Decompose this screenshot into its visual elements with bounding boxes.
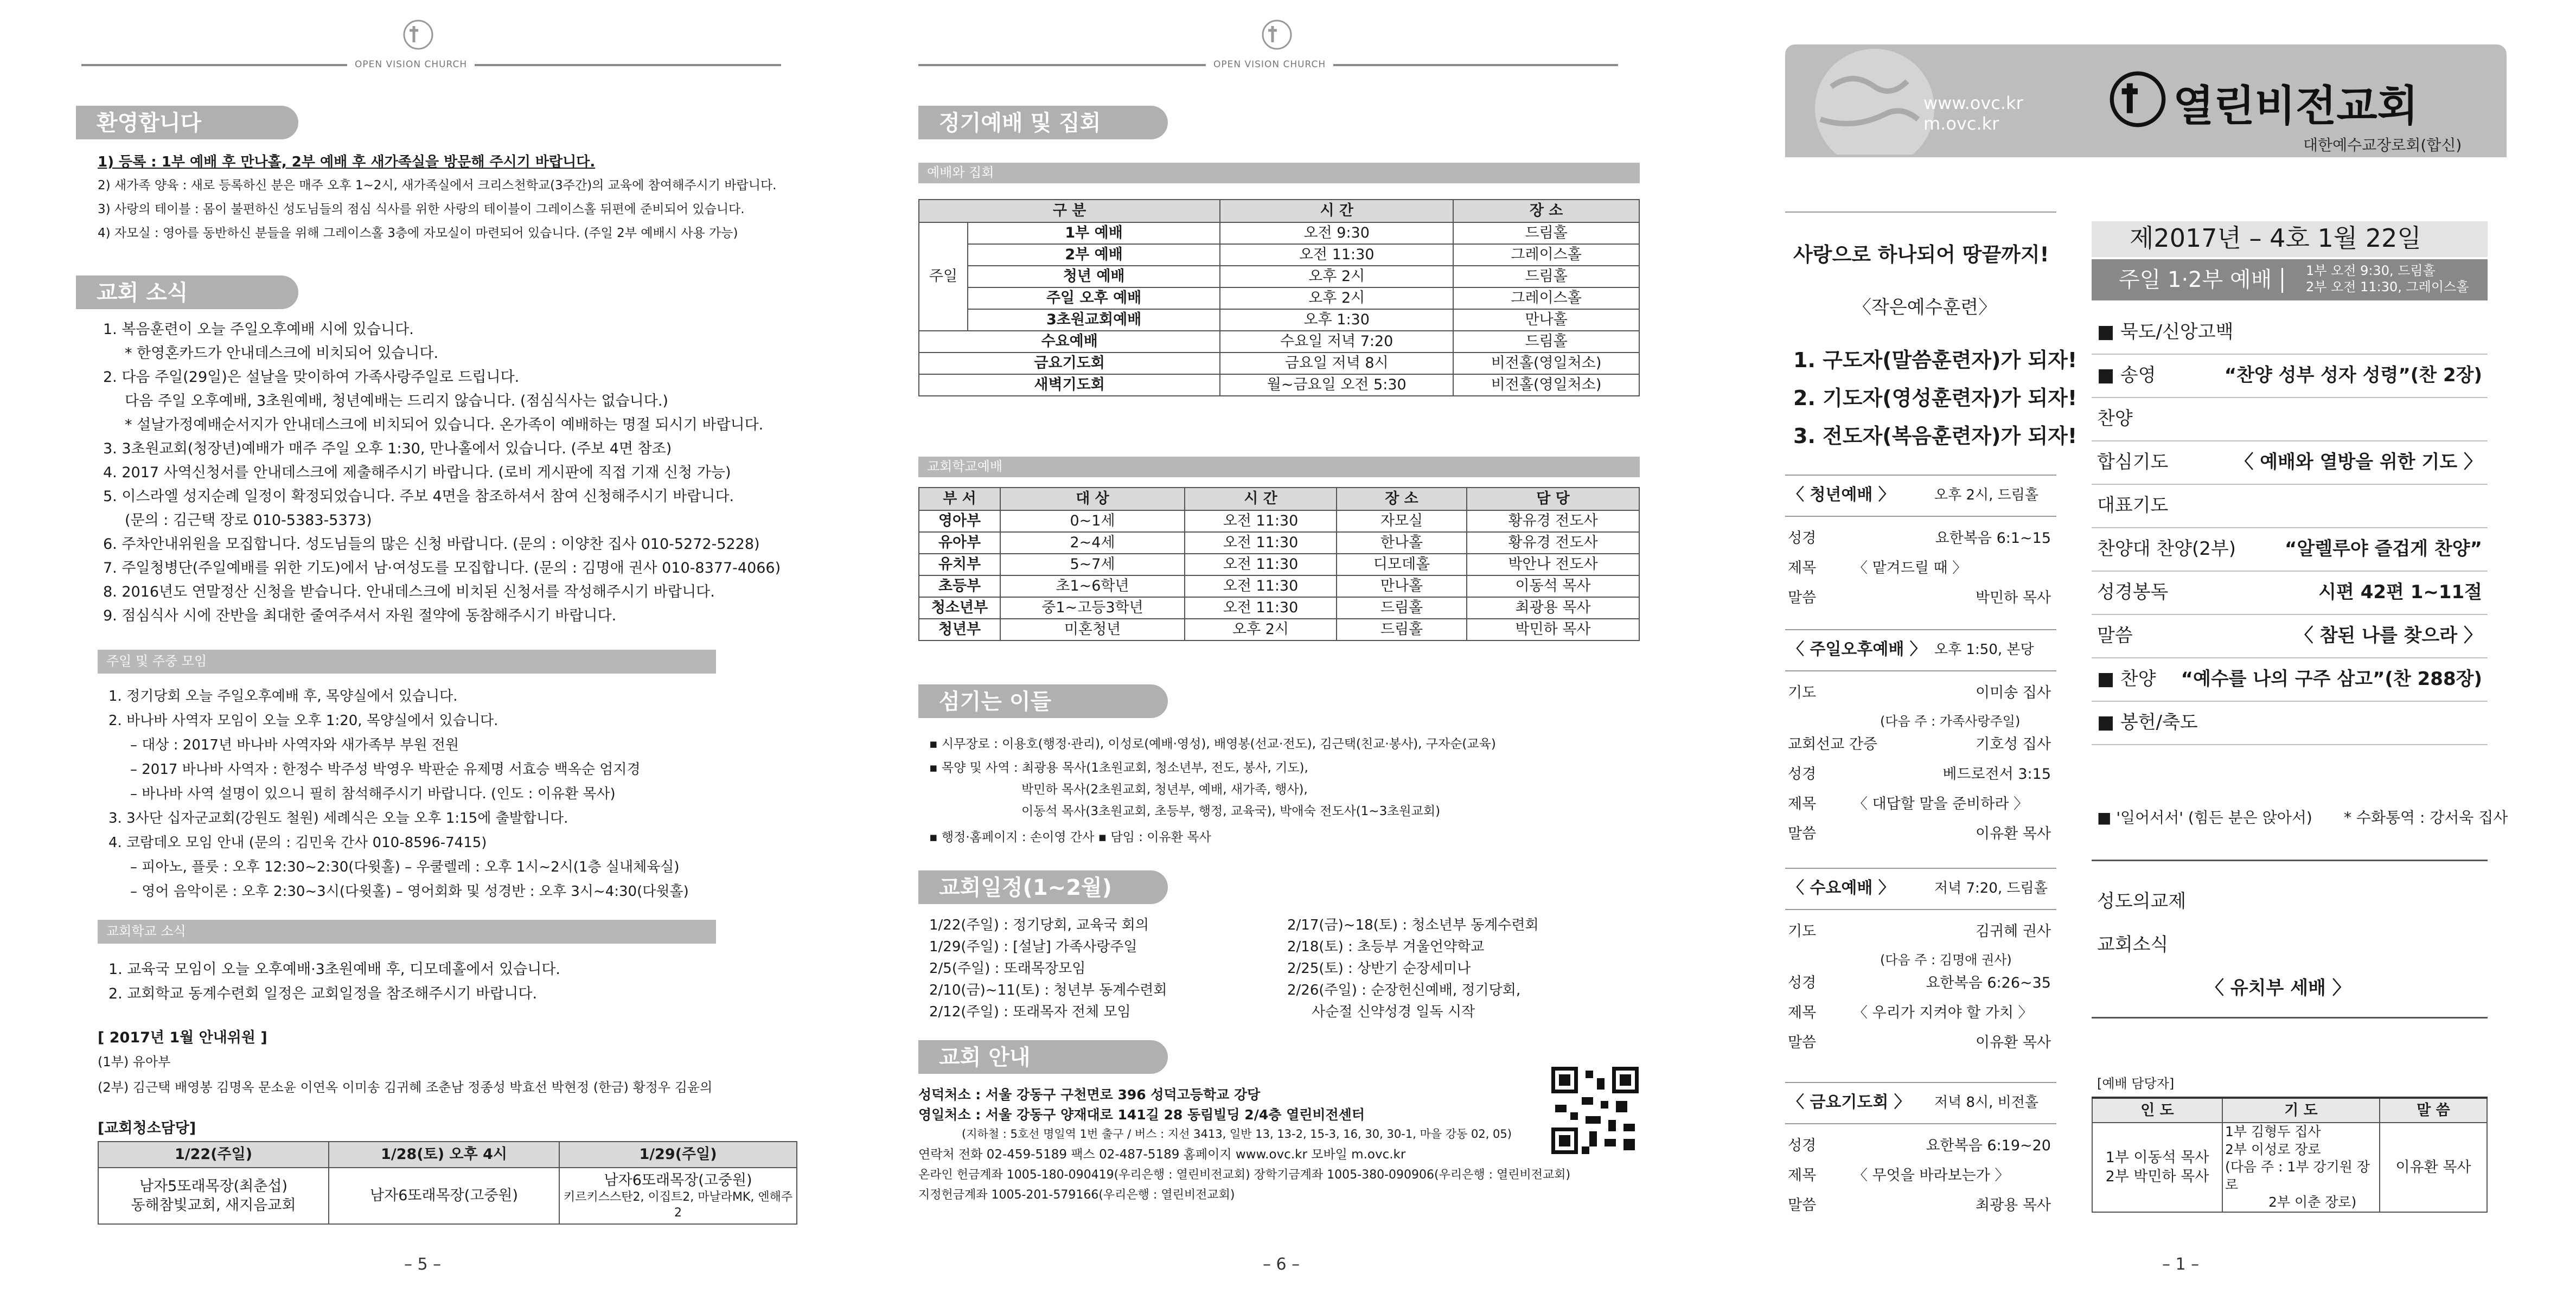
info-line: 연락처 전화 02-459-5189 팩스 02-487-5189 홈페이지 www.ovc.kr 모바일 m.ovc.kr: [918, 1148, 1406, 1162]
weekly-item: – 2017 바나바 사역자 : 한정수 박주성 박영우 박판순 유제명 서효승 백옥순 엄지경: [130, 761, 641, 778]
order-rule: [2092, 484, 2488, 485]
cleaning-title: [교회청소담당]: [98, 1120, 196, 1137]
school-cell: 유아부: [919, 532, 1000, 554]
header-church-en: OPEN VISION CHURCH: [347, 59, 475, 71]
worship-cell: 비전홀(영일처소): [1453, 374, 1639, 396]
news-item: 2. 다음 주일(29일)은 설날을 맞이하여 가족사랑주일로 드립니다.: [103, 369, 520, 386]
news-item: 1. 복음훈련이 오늘 주일오후예배 시에 있습니다.: [103, 321, 414, 338]
school-cell: 황유경 전도사: [1467, 532, 1639, 554]
issue-number: 제2017년 – 4호 1월 22일: [2130, 223, 2421, 253]
order-item-label: ■ 송영: [2097, 364, 2156, 386]
order-item-label: ■ 봉헌/축도: [2097, 712, 2198, 733]
school-cell: 디모데홀: [1337, 554, 1467, 575]
news-item: 5. 이스라엘 성지순례 일정이 확정되었습니다. 주보 4면을 참조하셔서 참여 신청해주시기 바랍니다.: [103, 488, 734, 505]
worship-cell: 비전홀(영일처소): [1453, 353, 1639, 374]
servers-line: 이동석 목사(3초원교회, 초등부, 행정, 교육국), 박애숙 전도사(1~3초원교회): [1021, 804, 1441, 818]
page-number: – 6 –: [1263, 1255, 1300, 1274]
school-cell: 오전 11:30: [1185, 532, 1337, 554]
guides-title: [ 2017년 1월 안내위원 ]: [98, 1029, 267, 1046]
rule: [2092, 860, 2488, 861]
duty-cell: 이유환 목사: [2380, 1123, 2487, 1212]
mobile-url[interactable]: m.ovc.kr: [1923, 113, 1999, 134]
worship-cell: 수요일 저녁 7:20: [1220, 331, 1453, 353]
info-line: 지정헌금계좌 1005-201-579166(우리은행 : 열린비전교회): [918, 1188, 1235, 1202]
worship-cell: 오후 1:30: [1220, 309, 1453, 331]
worship-cell: 수요예배: [919, 331, 1220, 353]
order-rule: [2092, 571, 2488, 572]
worship-cell: 만나홀: [1453, 309, 1639, 331]
school-cell: 만나홀: [1337, 575, 1467, 597]
schedule-item: 2/5(주일) : 또래목장모임: [929, 960, 1086, 977]
school-header: 시 간: [1185, 488, 1337, 510]
wed-title: 〈 수요예배 〉: [1788, 879, 1895, 898]
welcome-line: 1) 등록 : 1부 예배 후 만나홀, 2부 예배 후 새가족실을 방문해 주시기 바랍니다.: [98, 154, 596, 170]
servers-line: ▪ 행정·홈페이지 : 손이영 간사 ▪ 담임 : 이유환 목사: [929, 830, 1211, 844]
page-1-cover: [1717, 0, 2576, 1294]
worship-cell: 오후 2시: [1220, 287, 1453, 309]
schedule-item: 2/17(금)~18(토) : 청소년부 동계수련회: [1287, 917, 1539, 933]
news-item: * 한영혼카드가 안내데스크에 비치되어 있습니다.: [125, 345, 439, 362]
service-note: (다음 주 : 김명애 권사): [1880, 952, 2012, 968]
school-cell: 오전 11:30: [1185, 554, 1337, 575]
service-title: 주일 1·2부 예배: [2119, 267, 2272, 292]
welcome-line: 2) 새가족 양육 : 새로 등록하신 분은 매주 오후 1~2시, 새가족실에서 크리스천학교(3주간)의 교육에 참여해주시기 바랍니다.: [98, 178, 777, 193]
news-item: 4. 2017 사역신청서를 안내데스크에 제출해주시기 바랍니다. (로비 게시판에 직접 기재 신청 가능): [103, 464, 731, 481]
school-news-line: 1. 교육국 모임이 오늘 오후예배·3초원예배 후, 디모데홀에서 있습니다.: [108, 961, 560, 978]
rule: [1785, 909, 2056, 910]
news-item: 6. 주차안내위원을 모집합니다. 성도님들의 많은 신청 바랍니다. (문의 : 이양찬 집사 010-5272-5228): [103, 536, 760, 553]
service-label: 교회선교 간증: [1788, 736, 1878, 753]
school-news-title: 교회학교 소식: [98, 920, 716, 944]
fri-title: 〈 금요기도회 〉: [1788, 1093, 1910, 1112]
order-item-value: 시편 42편 1~11절: [2318, 581, 2482, 603]
service-time: 1부 오전 9:30, 드림홀: [2306, 263, 2436, 278]
welcome-title: 환영합니다: [76, 106, 298, 139]
order-rule: [2092, 527, 2488, 528]
cleaning-cell: 남자5또래목장(최춘섭) 동해참빛교회, 새지음교회: [98, 1168, 329, 1224]
weekly-item: – 피아노, 플룻 : 오후 12:30~2:30(다윗홀) – 우쿨렐레 : 오후 1시~2시(1층 실내체육실): [130, 859, 680, 875]
training-item: 3. 전도자(복음훈련자)가 되자!: [1793, 424, 2078, 448]
weekly-title: 주일 및 주중 모임: [98, 650, 716, 674]
order-item-value: “찬양 성부 성자 성령”(찬 2장): [2224, 364, 2482, 386]
news-item: 7. 주일청병단(주일예배를 위한 기도)에서 남·여성도를 모집합니다. (문의 : 김명애 권사 010-8377-4066): [103, 560, 781, 576]
schedule-title: 교회일정(1~2월): [918, 870, 1168, 904]
wed-time: 저녁 7:20, 드림홀: [1934, 880, 2048, 896]
schedule-item: 2/18(토) : 초등부 겨울언약학교: [1287, 939, 1485, 955]
info-line: 온라인 헌금계좌 1005-180-090419(우리은행 : 열린비전교회) 장학기금계좌 1005-380-090906(우리은행 : 열린비전교회): [918, 1168, 1571, 1182]
worship-header: 장 소: [1453, 200, 1639, 222]
school-cell: 황유경 전도사: [1467, 510, 1639, 532]
church-name: 열린비전교회: [2173, 82, 2419, 131]
service-label: 제목: [1788, 1167, 1817, 1184]
worship-cell: 드림홀: [1453, 266, 1639, 287]
order-item-label: 말씀: [2097, 625, 2133, 646]
schedule-item: 1/22(주일) : 정기당회, 교육국 회의: [929, 917, 1149, 933]
news-item: (문의 : 김근택 장로 010-5383-5373): [125, 512, 372, 529]
motto: 사랑으로 하나되어 땅끝까지!: [1793, 243, 2049, 266]
divider: [2281, 268, 2283, 293]
welcome-line: 3) 사랑의 테이블 : 몸이 불편하신 성도님들의 점심 식사를 위한 사랑의 테이블이 그레이스홀 뒤편에 준비되어 있습니다.: [98, 202, 745, 216]
service-value: 김귀혜 권사: [1976, 923, 2051, 940]
school-cell: 이동석 목사: [1467, 575, 1639, 597]
duty-table: [2092, 1097, 2488, 1213]
order-item-value: 〈 예배와 열방을 위한 기도 〉: [2235, 451, 2482, 473]
worship-cell: 그레이스홀: [1453, 287, 1639, 309]
order-item-label: ■ 묵도/신앙고백: [2097, 321, 2234, 343]
training-item: 1. 구도자(말씀훈련자)가 되자!: [1793, 348, 2078, 372]
news-item: 3. 3초원교회(청장년)예배가 매주 주일 오후 1:30, 만나홀에서 있습니다. (주보 4면 참조): [103, 440, 672, 457]
worship-cell: 오전 9:30: [1220, 222, 1453, 244]
news-item: * 설날가정예배순서지가 안내데스크에 비치되어 있습니다. 온가족이 예배하는 명절 되시기 바랍니다.: [125, 417, 764, 433]
worship-cell: 3초원교회예배: [968, 309, 1220, 331]
service-value: 이유환 목사: [1976, 1034, 2051, 1051]
school-cell: 박안나 전도사: [1467, 554, 1639, 575]
worship-cell: 금요기도회: [919, 353, 1220, 374]
interpreter: * 수화통역 : 강서욱 집사: [2344, 809, 2508, 827]
page-number: – 5 –: [404, 1255, 442, 1274]
info-line: 성덕처소 : 서울 강동구 구천면로 396 성덕고등학교 강당: [918, 1087, 1261, 1103]
order-item-value: “알렐루야 즐겁게 찬양”: [2285, 538, 2482, 560]
guides-line: (2부) 김근택 배영봉 김명옥 문소윤 이연옥 이미송 김귀혜 조춘남 정종성 박효선 박현정 (한금) 황정우 김윤의: [98, 1080, 713, 1095]
schedule-item: 2/12(주일) : 또래목자 전체 모임: [929, 1004, 1131, 1020]
weekly-item: 3. 3사단 십자군교회(강원도 철원) 세례식은 오늘 오후 1:15에 출발합니다.: [108, 810, 568, 827]
school-cell: 드림홀: [1337, 619, 1467, 640]
school-cell: 중1~고등3학년: [1000, 597, 1185, 619]
worship-table: [918, 199, 1640, 396]
school-cell: 2~4세: [1000, 532, 1185, 554]
church-news: 교회소식: [2097, 934, 2169, 956]
service-label: 성경: [1788, 975, 1817, 991]
cleaning-header: 1/28(토) 오후 4시: [329, 1142, 559, 1168]
cleaning-header: 1/29(주일): [559, 1142, 797, 1168]
qr-code-icon[interactable]: [1548, 1063, 1642, 1158]
schedule-item: 1/29(주일) : [설날] 가족사랑주일: [929, 939, 1137, 955]
service-time: 2부 오전 11:30, 그레이스홀: [2306, 279, 2469, 294]
worship-header: 구 분: [919, 200, 1220, 222]
worship-cell: 그레이스홀: [1453, 244, 1639, 266]
rule: [1785, 670, 2056, 671]
school-cell: 미혼청년: [1000, 619, 1185, 640]
school-cell: 오전 11:30: [1185, 510, 1337, 532]
service-value: 박민하 목사: [1976, 590, 2051, 606]
worship-cell: 청년 예배: [968, 266, 1220, 287]
worship-cell: 드림홀: [1453, 331, 1639, 353]
school-cell: 오전 11:30: [1185, 575, 1337, 597]
rule: [1785, 212, 2056, 213]
page-number: – 1 –: [2162, 1255, 2200, 1274]
school-header: 장 소: [1337, 488, 1467, 510]
rule: [1785, 516, 2056, 517]
duty-title: [예배 담당자]: [2097, 1076, 2175, 1091]
rule: [1785, 1123, 2056, 1124]
duty-cell: 1부 김형두 집사 2부 이성로 장로 (다음 주 : 1부 강기원 장로 2부 이춘 장로): [2222, 1123, 2380, 1212]
info-title: 교회 안내: [918, 1040, 1168, 1074]
service-label: 성경: [1788, 1137, 1817, 1154]
school-cell: 초등부: [919, 575, 1000, 597]
school-cell: 최광용 목사: [1467, 597, 1639, 619]
church-logo-icon: [2108, 69, 2168, 129]
order-rule: [2092, 397, 2488, 398]
kindergarten-greeting: 〈 유치부 세배 〉: [2206, 977, 2351, 999]
school-cell: 0~1세: [1000, 510, 1185, 532]
header-church-en: OPEN VISION CHURCH: [1206, 59, 1333, 71]
order-item-value: 〈 참된 나를 찾으라 〉: [2294, 625, 2482, 646]
service-note: (다음 주 : 가족사랑주일): [1880, 714, 2021, 729]
worship-cell: 금요일 저녁 8시: [1220, 353, 1453, 374]
servers-title: 섬기는 이들: [918, 684, 1168, 718]
order-rule: [2092, 744, 2488, 745]
service-value: 〈 대답할 말을 준비하라 〉: [1853, 796, 2029, 812]
weekly-item: 2. 바나바 사역자 모임이 오늘 오후 1:20, 목양실에서 있습니다.: [108, 713, 498, 729]
worship-title: 정기예배 및 집회: [918, 106, 1168, 139]
service-value: 요한복음 6:1~15: [1935, 530, 2051, 547]
service-label: 성경: [1788, 530, 1817, 547]
welcome-line: 4) 자모실 : 영아를 동반하신 분들을 위해 그레이스홀 3층에 자모실이 마련되어 있습니다. (주일 2부 예배시 사용 가능): [98, 226, 738, 240]
schedule-item: 2/10(금)~11(토) : 청년부 동계수련회: [929, 982, 1167, 998]
service-value: 최광용 목사: [1976, 1197, 2051, 1214]
info-line: (지하철 : 5호선 명일역 1번 출구 / 버스 : 지선 3413, 일반 13, 13-2, 15-3, 16, 30, 30-1, 마을 강동 02, 05): [962, 1128, 1512, 1141]
school-cell: 오전 11:30: [1185, 597, 1337, 619]
school-cell: 드림홀: [1337, 597, 1467, 619]
service-label: 말씀: [1788, 1034, 1817, 1051]
service-value: 〈 무엇을 바라보는가 〉: [1853, 1167, 2010, 1184]
training-item: 2. 기도자(영성훈련자)가 되자!: [1793, 386, 2078, 410]
fellowship: 성도의교제: [2097, 891, 2187, 912]
service-value: 요한복음 6:26~35: [1926, 975, 2051, 991]
order-item-label: ■ 찬양: [2097, 668, 2156, 690]
news-item: 8. 2016년도 연말정산 신청을 받습니다. 안내데스크에 비치된 신청서를 작성해주시기 바랍니다.: [103, 584, 715, 600]
worship-cell: 오후 2시: [1220, 266, 1453, 287]
service-label: 제목: [1788, 1004, 1817, 1021]
school-cell: 영아부: [919, 510, 1000, 532]
weekly-item: – 바나바 사역 설명이 있으니 필히 참석해주시기 바랍니다. (인도 : 이유환 목사): [130, 786, 616, 802]
worship-cell: 1부 예배: [968, 222, 1220, 244]
worship-cell: 주일 오후 예배: [968, 287, 1220, 309]
order-item-label: 찬양대 찬양(2부): [2097, 538, 2236, 560]
service-value: 요한복음 6:19~20: [1926, 1137, 2051, 1154]
cleaning-cell: 남자6또래목장(고중원): [329, 1168, 559, 1224]
worship-cell: 월~금요일 오전 5:30: [1220, 374, 1453, 396]
church-logo-icon: [1261, 18, 1293, 51]
schedule-item: 2/26(주일) : 순장헌신예배, 정기당회,: [1287, 982, 1521, 998]
school-cell: 한나홀: [1337, 532, 1467, 554]
rise-note: ■ '일어서서' (힘든 분은 앉아서): [2097, 809, 2312, 827]
school-cell: 박민하 목사: [1467, 619, 1639, 640]
weekly-item: – 영어 음악이론 : 오후 2:30~3시(다윗홀) – 영어회화 및 성경반 : 오후 3시~4:30(다윗홀): [130, 883, 689, 900]
afternoon-time: 오후 1:50, 본당: [1934, 642, 2034, 658]
guides-line: (1부) 유아부: [98, 1054, 171, 1069]
worship-group: 주일: [919, 222, 968, 331]
order-rule: [2092, 440, 2488, 441]
youth-time: 오후 2시, 드림홀: [1934, 487, 2039, 503]
service-label: 제목: [1788, 796, 1817, 812]
rule: [1785, 629, 2056, 630]
service-value: 기호성 집사: [1976, 736, 2051, 753]
duty-header: 말 씀: [2380, 1098, 2487, 1123]
church-logo-icon: [402, 18, 434, 51]
order-rule: [2092, 701, 2488, 702]
service-value: 이유환 목사: [1976, 825, 2051, 842]
cleaning-header: 1/22(주일): [98, 1142, 329, 1168]
order-rule: [2092, 354, 2488, 355]
page-6: [859, 0, 1717, 1294]
school-header: 부 서: [919, 488, 1000, 510]
service-value: 〈 우리가 지켜야 할 가치 〉: [1853, 1004, 2033, 1021]
service-value: 〈 맡겨드릴 때 〉: [1853, 560, 1967, 576]
weekly-item: 4. 코람데오 모임 안내 (문의 : 김민욱 간사 010-8596-7415): [108, 835, 487, 851]
service-label: 말씀: [1788, 1197, 1817, 1214]
weekly-item: 1. 정기당회 오늘 주일오후예배 후, 목양실에서 있습니다.: [108, 688, 458, 704]
rule: [1785, 475, 2056, 476]
order-rule: [2092, 614, 2488, 615]
service-value: 베드로전서 3:15: [1942, 766, 2051, 783]
order-item-label: 대표기도: [2097, 495, 2169, 516]
service-label: 말씀: [1788, 825, 1817, 842]
worship-sub: 예배와 집회: [918, 163, 1640, 183]
service-label: 제목: [1788, 560, 1817, 576]
school-news-line: 2. 교회학교 동계수련회 일정은 교회일정을 참조해주시기 바랍니다.: [108, 985, 538, 1002]
service-label: 성경: [1788, 766, 1817, 783]
rule: [1785, 1082, 2056, 1083]
school-cell: 청소년부: [919, 597, 1000, 619]
duty-header: 기 도: [2222, 1098, 2380, 1123]
school-cell: 유치부: [919, 554, 1000, 575]
order-item-label: 성경봉독: [2097, 581, 2169, 603]
weekly-item: – 대상 : 2017년 바나바 사역자와 새가족부 부원 전원: [130, 737, 459, 753]
school-cell: 청년부: [919, 619, 1000, 640]
servers-line: ▪ 시무장로 : 이용호(행정·관리), 이성로(예배·영성), 배영봉(선교·전도), 김근택(친교·봉사), 구자순(교육): [929, 737, 1496, 751]
fri-time: 저녁 8시, 비전홀: [1934, 1094, 2039, 1111]
school-cell: 오후 2시: [1185, 619, 1337, 640]
denomination: 대한예수교장로회(합신): [2303, 136, 2462, 154]
afternoon-title: 〈 주일오후예배 〉: [1788, 640, 1926, 659]
service-label: 기도: [1788, 923, 1817, 940]
news-title: 교회 소식: [76, 276, 298, 309]
service-value: 이미송 집사: [1976, 684, 2051, 701]
youth-title: 〈 청년예배 〉: [1788, 485, 1895, 504]
service-label: 말씀: [1788, 590, 1817, 606]
servers-line: ▪ 목양 및 사역 : 최광용 목사(1초원교회, 청소년부, 전도, 봉사, 기도),: [929, 761, 1308, 775]
worship-cell: 오전 11:30: [1220, 244, 1453, 266]
worship-cell: 드림홀: [1453, 222, 1639, 244]
page-5: [0, 0, 859, 1294]
service-label: 기도: [1788, 684, 1817, 701]
order-rule: [2092, 657, 2488, 658]
school-cell: 초1~6학년: [1000, 575, 1185, 597]
small-jesus-training: 〈작은예수훈련〉: [1853, 297, 1997, 318]
order-item-label: 합심기도: [2097, 451, 2169, 473]
rule: [2092, 1017, 2488, 1018]
school-cell: 5~7세: [1000, 554, 1185, 575]
school-cell: 자모실: [1337, 510, 1467, 532]
school-worship-table: [918, 487, 1640, 641]
schedule-item: 사순절 신약성경 일독 시작: [1312, 1004, 1475, 1020]
order-item-value: “예수를 나의 구주 삼고”(찬 288장): [2181, 668, 2482, 690]
duty-cell: 1부 이동석 목사 2부 박민하 목사: [2092, 1123, 2222, 1212]
rule: [1785, 868, 2056, 869]
servers-line: 박민하 목사(2초원교회, 청년부, 예배, 새가족, 행사),: [1021, 783, 1308, 797]
cleaning-table: [98, 1141, 797, 1225]
info-line: 영일처소 : 서울 강동구 양재대로 141길 28 동림빌딩 2/4층 열린비전센터: [918, 1107, 1365, 1123]
worship-header: 시 간: [1220, 200, 1453, 222]
order-item-label: 찬양: [2097, 408, 2133, 430]
worship-cell: 2부 예배: [968, 244, 1220, 266]
school-header: 담 당: [1467, 488, 1639, 510]
school-worship-sub: 교회학교예배: [918, 457, 1640, 477]
worship-cell: 새벽기도회: [919, 374, 1220, 396]
website-url[interactable]: www.ovc.kr: [1923, 93, 2023, 113]
news-item: 9. 점심식사 시에 잔반을 최대한 줄여주셔서 자원 절약에 동참해주시기 바랍니다.: [103, 607, 617, 624]
news-item: 다음 주일 오후예배, 3초원예배, 청년예배는 드리지 않습니다. (점심식사는 없습니다.): [125, 393, 668, 409]
duty-header: 인 도: [2092, 1098, 2222, 1123]
schedule-item: 2/25(토) : 상반기 순장세미나: [1287, 960, 1471, 977]
school-header: 대 상: [1000, 488, 1185, 510]
cleaning-cell: 남자6또래목장(고중원) 키르키스스탄2, 이집트2, 마날라MK, 엔해주2: [559, 1168, 797, 1224]
